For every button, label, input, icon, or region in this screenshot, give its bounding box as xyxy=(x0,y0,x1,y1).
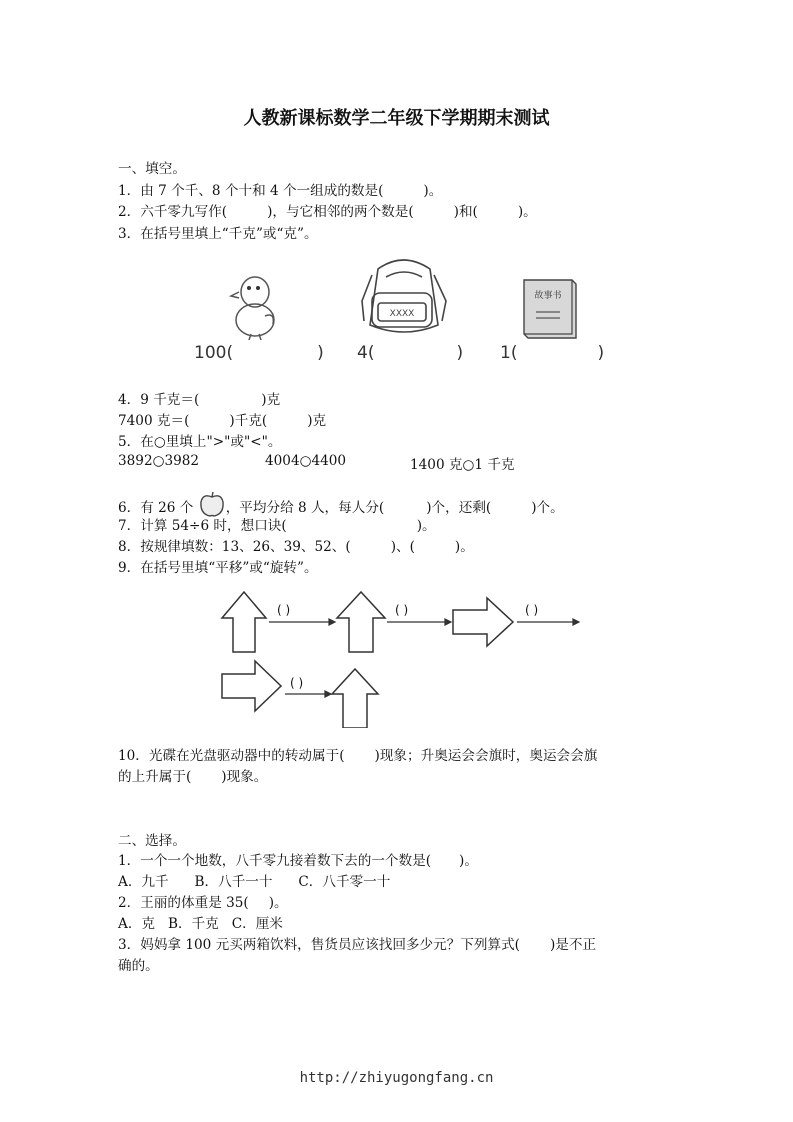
svg-text:XXXX: XXXX xyxy=(389,309,415,319)
arrow-answer-4[interactable]: ( ) xyxy=(290,676,304,690)
q-text-end: )。 xyxy=(423,183,443,199)
up-arrow-3 xyxy=(332,669,378,728)
chick-figure xyxy=(225,268,285,340)
compare-item-2[interactable]: 4004○4400 xyxy=(265,453,347,469)
question-2-3-line2: 确的。 xyxy=(118,958,159,974)
page-title: 人教新课标数学二年级下学期期末测试 xyxy=(243,108,550,129)
arrow-answer-3[interactable]: ( ) xyxy=(525,603,539,617)
question-1-5: 5．在○里填上">"或"<"。 xyxy=(118,434,282,450)
footer-url[interactable]: http://zhiyugongfang.cn xyxy=(299,1070,494,1086)
apple-icon xyxy=(198,490,226,518)
question-1-1 xyxy=(118,180,688,202)
question-1-9: 9．在括号里填“平移”或“旋转”。 xyxy=(118,560,318,576)
storybook-figure xyxy=(520,276,580,340)
question-2-1-options[interactable]: A．九千 B．八千一十 C．八千零一十 xyxy=(118,874,391,890)
question-2-1: 1．一个一个地数，八千零九接着数下去的一个数是( )。 xyxy=(118,853,478,869)
question-1-4: 4．9 千克＝( )克 xyxy=(118,392,281,408)
up-arrow-1 xyxy=(222,592,266,652)
compare-item-3[interactable]: 1400 克○1 千克 xyxy=(410,457,515,473)
up-arrow-2 xyxy=(337,592,385,652)
section-heading-fill-in: 一、填空。 xyxy=(118,161,186,177)
question-1-4b: 7400 克＝( )千克( )克 xyxy=(118,413,327,429)
q-text-mid2: )和( xyxy=(453,204,478,220)
right-arrow-2 xyxy=(222,661,281,711)
arrow-answer-2[interactable]: ( ) xyxy=(395,603,409,617)
compare-item-1[interactable]: 3892○3982 xyxy=(118,453,200,469)
question-2-3-line1: 3．妈妈拿 100 元买两箱饮料，售货员应该找回多少元？下列算式( )是不正 xyxy=(118,937,597,953)
backpack-figure xyxy=(358,255,450,343)
question-1-7: 7．计算 54÷6 时，想口诀( )。 xyxy=(118,518,436,534)
q-text: 2．六千零九写作( xyxy=(118,204,228,220)
q-text-end: )。 xyxy=(517,204,537,220)
q-text-mid: )，与它相邻的两个数是( xyxy=(267,204,414,220)
question-1-8: 8．按规律填数：13、26、39、52、( )、( )。 xyxy=(118,539,474,555)
section-heading-choice: 二、选择。 xyxy=(118,833,186,849)
book-cover-text: 故事书 xyxy=(534,291,562,301)
chick-label: 100( ) xyxy=(194,343,324,363)
question-1-3: 3．在括号里填上“千克”或“克”。 xyxy=(118,226,318,242)
question-2-2-options[interactable]: A．克 B．千克 C．厘米 xyxy=(118,916,283,932)
question-1-10-line2: 的上升属于( )现象。 xyxy=(118,769,268,785)
right-arrow-1 xyxy=(453,598,513,646)
question-1-6: 6．有 26 个 ，平均分给 8 人，每人分( )个，还剩( )个。 xyxy=(118,490,688,519)
question-1-2 xyxy=(118,201,688,223)
arrow-answer-1[interactable]: ( ) xyxy=(277,603,291,617)
backpack-label: 4( ) xyxy=(357,343,464,363)
question-1-10-line1: 10．光碟在光盘驱动器中的转动属于( )现象；升奥运会会旗时，奥运会会旗 xyxy=(118,748,598,764)
q-text: 1．由 7 个千、8 个十和 4 个一组成的数是( xyxy=(118,183,384,199)
question-2-2: 2．王丽的体重是 35( )。 xyxy=(118,895,288,911)
book-label: 1( ) xyxy=(500,343,605,363)
